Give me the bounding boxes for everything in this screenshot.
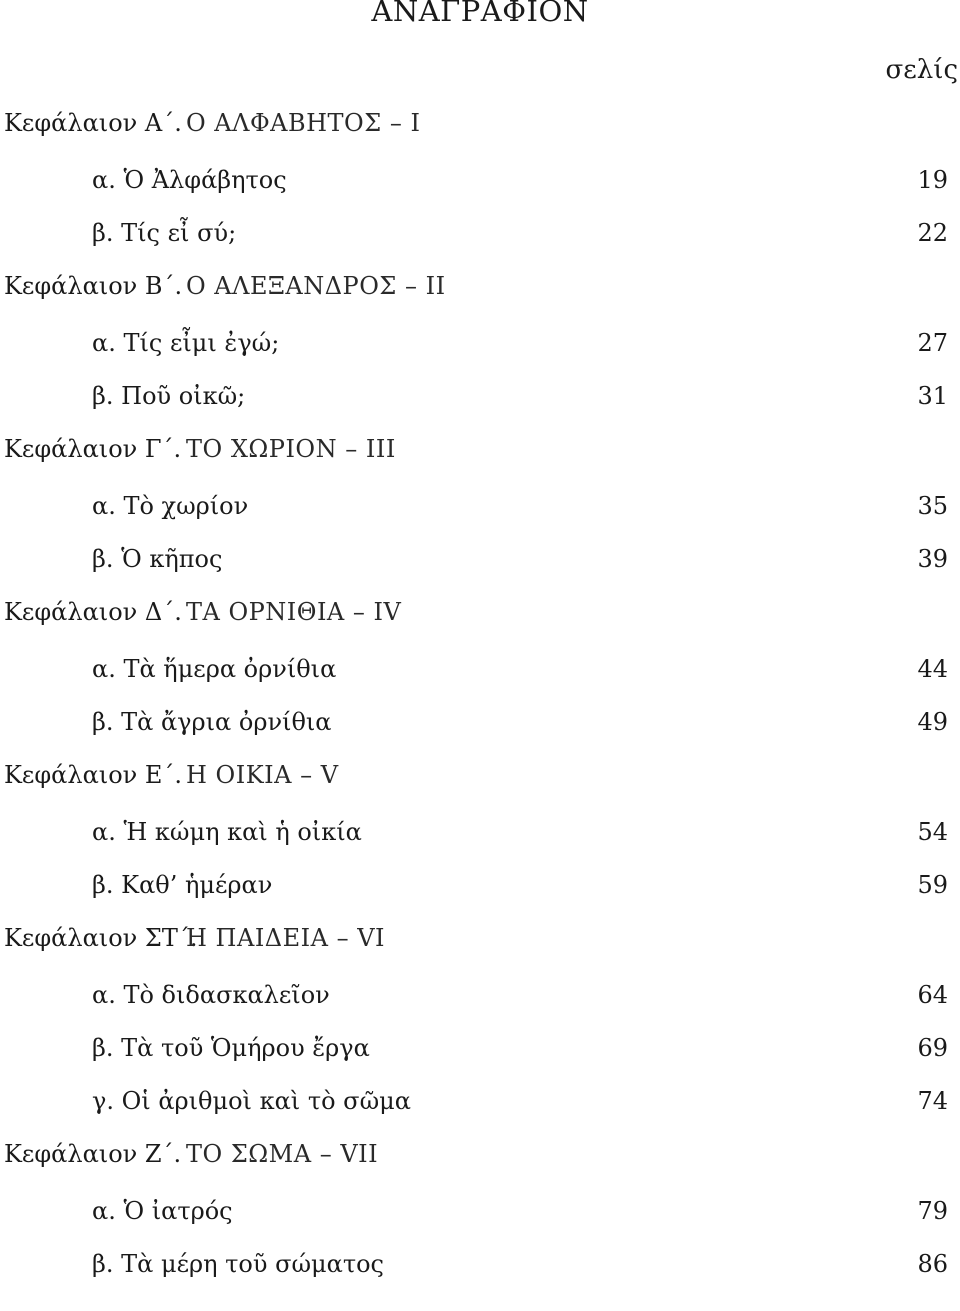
toc-entry [0,646,960,699]
entry-label: α. Ἡ κώμη καὶ ἡ οἰκία [92,818,362,846]
toc-entry [0,536,960,589]
entry-page-number: 31 [917,382,948,410]
chapter-heading: ΤΑ ΟΡΝΙΘΙΑ – IV [186,598,402,626]
entry-label: γ. Οἱ ἀριθμοὶ καὶ τὸ σῶμα [92,1087,411,1115]
chapter-row [0,1131,960,1188]
toc-entry [0,1241,960,1294]
entry-page-number: 74 [917,1087,948,1115]
chapter-row [0,426,960,483]
chapter-row [0,263,960,320]
entry-label: β. Ποῦ οἰκῶ; [92,382,246,410]
chapter-label: Κεφάλαιον Γ΄. [4,435,182,463]
toc-entry [0,972,960,1025]
entry-label: β. Τὰ μέρη τοῦ σώματος [92,1250,384,1278]
toc-entry [0,1025,960,1078]
entry-page-number: 35 [917,492,948,520]
entry-label: β. Τίς εἶ σύ; [92,219,237,247]
toc-entry [0,320,960,373]
toc-entry [0,862,960,915]
entry-label: β. Ὁ κῆπος [92,545,223,573]
chapter-label: Κεφάλαιον Ζ΄. [4,1140,182,1168]
entry-page-number: 54 [917,818,948,846]
toc-entry [0,1078,960,1131]
entry-page-number: 69 [917,1034,948,1062]
chapter-heading: ΤΟ ΣΩΜΑ – VII [186,1140,379,1168]
entry-label: α. Τὰ ἥμερα ὀρνίθια [92,655,337,683]
chapter-label: Κεφάλαιον Δ΄. [4,598,182,626]
chapter-label: Κεφάλαιον Β΄. [4,272,183,300]
toc-entry [0,1188,960,1241]
chapter-row [0,915,960,972]
entry-label: α. Τὸ διδασκαλεῖον [92,981,330,1009]
entry-page-number: 19 [917,166,948,194]
toc-entry [0,157,960,210]
chapter-label: Κεφάλαιον Α΄. [4,109,182,137]
entry-page-number: 86 [917,1250,948,1278]
entry-label: β. Καθ’ ἡμέραν [92,871,273,899]
entry-label: α. Τὸ χωρίον [92,492,249,520]
entry-page-number: 22 [917,219,948,247]
entry-page-number: 39 [917,545,948,573]
toc-entry [0,699,960,752]
entry-page-number: 49 [917,708,948,736]
chapter-heading: Η ΠΑΙΔΕΙΑ – VI [186,924,386,952]
entry-page-number: 27 [917,329,948,357]
chapter-row [0,589,960,646]
chapter-heading: Η ΟΙΚΙΑ – V [186,761,339,789]
chapter-label: Κεφάλαιον ΣΤ΄. [4,924,198,952]
toc-entry [0,809,960,862]
toc-entry [0,210,960,263]
entry-label: β. Τὰ ἄγρια ὀρνίθια [92,708,332,736]
toc-entry [0,373,960,426]
entry-label: α. Ὁ Ἀλφάβητος [92,166,287,194]
entry-page-number: 64 [917,981,948,1009]
table-of-contents [0,100,960,1294]
page-column-label: σελίς [885,55,958,85]
chapter-heading: Ο ΑΛΕΞΑΝΔΡΟΣ – II [186,272,446,300]
chapter-row [0,100,960,157]
entry-page-number: 79 [917,1197,948,1225]
entry-label: α. Ὁ ἰατρός [92,1197,233,1225]
chapter-row [0,752,960,809]
chapter-heading: ΤΟ ΧΩΡΙΟΝ – III [186,435,396,463]
entry-label: β. Τὰ τοῦ Ὁμήρου ἔργα [92,1034,370,1062]
page-title: ΑΝΑΓΡΑΦΙΟΝ [371,0,589,28]
entry-label: α. Τίς εἶμι ἐγώ; [92,329,280,357]
entry-page-number: 44 [917,655,948,683]
entry-page-number: 59 [917,871,948,899]
toc-entry [0,483,960,536]
chapter-label: Κεφάλαιον Ε΄. [4,761,183,789]
chapter-heading: Ο ΑΛΦΑΒΗΤΟΣ – I [186,109,421,137]
